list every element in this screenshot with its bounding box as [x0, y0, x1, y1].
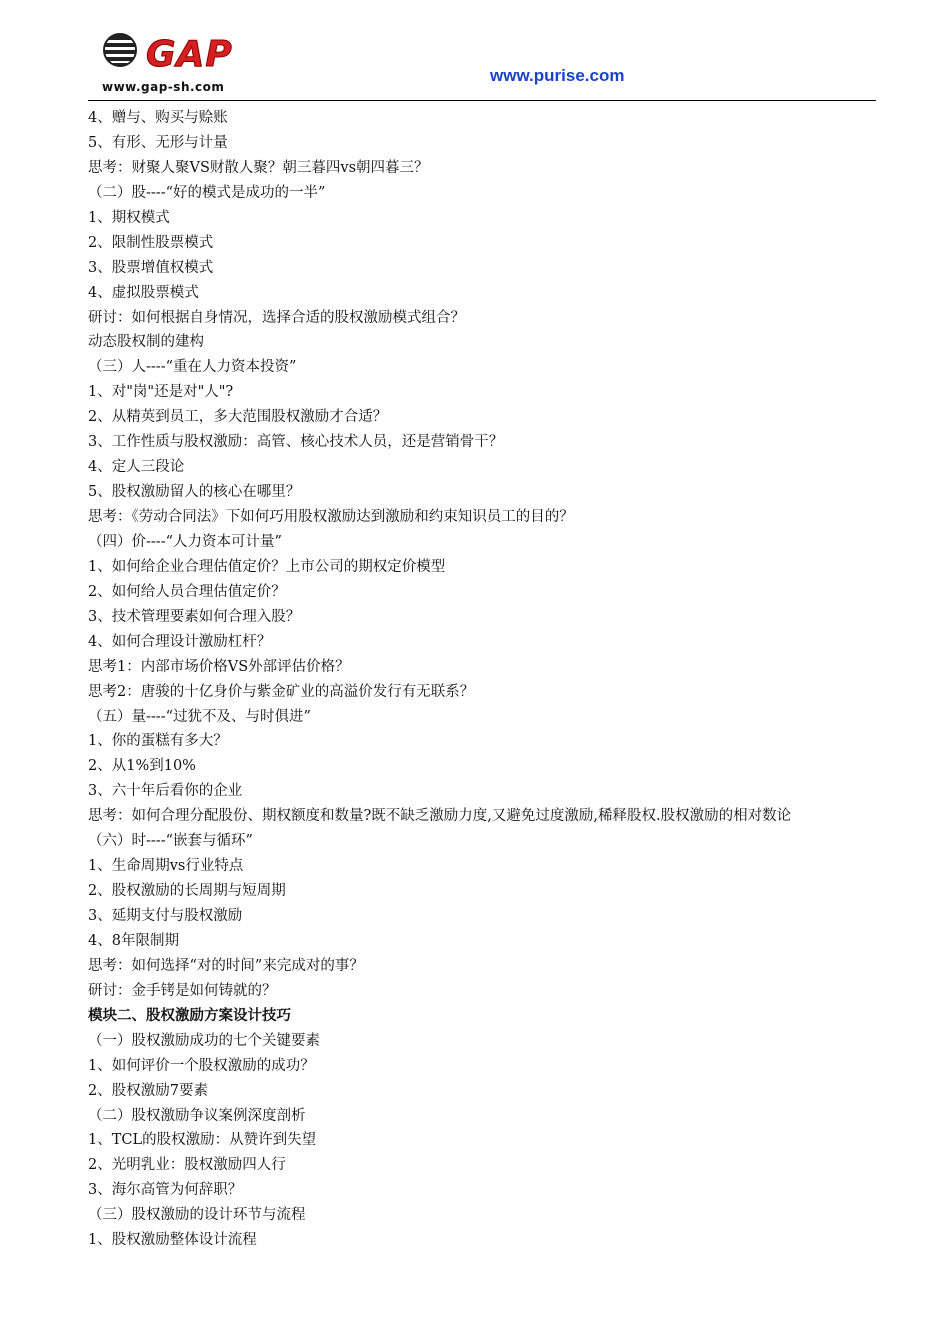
text-line: 1、如何给企业合理估值定价？上市公司的期权定价模型 [88, 558, 446, 575]
page-header [88, 26, 876, 102]
text-line: 研讨：如何根据自身情况，选择合适的股权激励模式组合？ [88, 309, 465, 326]
logo-url: www.gap-sh.com [102, 80, 225, 94]
text-line: 研讨：金手铐是如何铸就的？ [88, 982, 277, 999]
text-line: 3、股票增值权模式 [88, 259, 214, 276]
text-line: 3、延期支付与股权激励 [88, 908, 243, 925]
text-line: （六）时----“嵌套与循环” [88, 833, 253, 850]
svg-text:GAP: GAP [146, 34, 233, 75]
text-line: 3、工作性质与股权激励：高管、核心技术人员，还是营销骨干？ [88, 434, 504, 451]
text-line: （二）股----“好的模式是成功的一半” [88, 184, 326, 201]
site-url-link[interactable]: www.purise.com [490, 66, 625, 85]
text-line: 1、你的蛋糕有多大？ [88, 733, 228, 750]
text-line: 思考：如何合理分配股份、期权额度和数量?既不缺乏激励力度,又避免过度激励,稀释股权.股权激励的相对数论 [88, 808, 792, 825]
text-line: 2、从精英到员工，多大范围股权激励才合适？ [88, 409, 388, 426]
document-body [88, 106, 880, 1253]
text-line: 4、赠与、购买与赊账 [88, 110, 228, 126]
text-line: 3、六十年后看你的企业 [88, 783, 243, 800]
text-line: 2、如何给人员合理估值定价？ [88, 583, 286, 600]
text-line: （三）股权激励的设计环节与流程 [88, 1207, 306, 1224]
text-line: 2、光明乳业：股权激励四人行 [88, 1157, 286, 1174]
text-line: 4、8年限制期 [88, 932, 179, 949]
text-line: 5、有形、无形与计量 [88, 134, 228, 151]
text-line: （三）人----“重在人力资本投资” [88, 359, 297, 376]
text-line: （二）股权激励争议案例深度剖析 [88, 1107, 306, 1124]
text-line: 2、股权激励7要素 [88, 1082, 208, 1099]
text-line: 思考：《劳动合同法》下如何巧用股权激励达到激励和约束知识员工的目的？ [88, 509, 574, 525]
text-line: 3、技术管理要素如何合理入股？ [88, 608, 301, 625]
text-line: 1、期权模式 [88, 209, 170, 226]
text-line: 动态股权制的建构 [88, 334, 204, 351]
header-divider [88, 100, 876, 101]
text-line: 思考：财聚人聚VS财散人聚？朝三暮四vs朝四暮三？ [88, 159, 429, 176]
text-line: （一）股权激励成功的七个关键要素 [88, 1032, 320, 1049]
text-line: 1、TCL的股权激励：从赞许到失望 [88, 1132, 317, 1149]
text-line: 4、定人三段论 [88, 459, 185, 476]
text-line: （五）量----“过犹不及、与时俱进” [88, 708, 311, 725]
text-line: 1、对"岗"还是对"人"? [88, 384, 234, 401]
text-line: 2、股权激励的长周期与短周期 [88, 883, 286, 900]
text-line: 5、股权激励留人的核心在哪里？ [88, 484, 301, 501]
text-line: 2、限制性股票模式 [88, 234, 214, 251]
text-line: 4、虚拟股票模式 [88, 284, 199, 301]
gap-logo [98, 30, 258, 80]
text-line: 思考：如何选择“对的时间”来完成对的事？ [88, 957, 364, 974]
text-line: （四）价----“人力资本可计量” [88, 533, 282, 550]
text-line: 1、如何评价一个股权激励的成功？ [88, 1057, 315, 1074]
text-line: 思考1：内部市场价格VS外部评估价格？ [88, 658, 350, 675]
section-heading: 模块二、股权激励方案设计技巧 [88, 1007, 291, 1024]
text-line: 1、股权激励整体设计流程 [88, 1232, 257, 1249]
text-line: 2、从1%到10% [88, 758, 196, 775]
text-line: 1、生命周期vs行业特点 [88, 858, 244, 875]
text-line: 思考2：唐骏的十亿身价与紫金矿业的高溢价发行有无联系？ [88, 683, 475, 700]
globe-icon [104, 34, 136, 66]
text-line: 3、海尔高管为何辞职？ [88, 1182, 243, 1199]
text-line: 4、如何合理设计激励杠杆？ [88, 633, 272, 650]
